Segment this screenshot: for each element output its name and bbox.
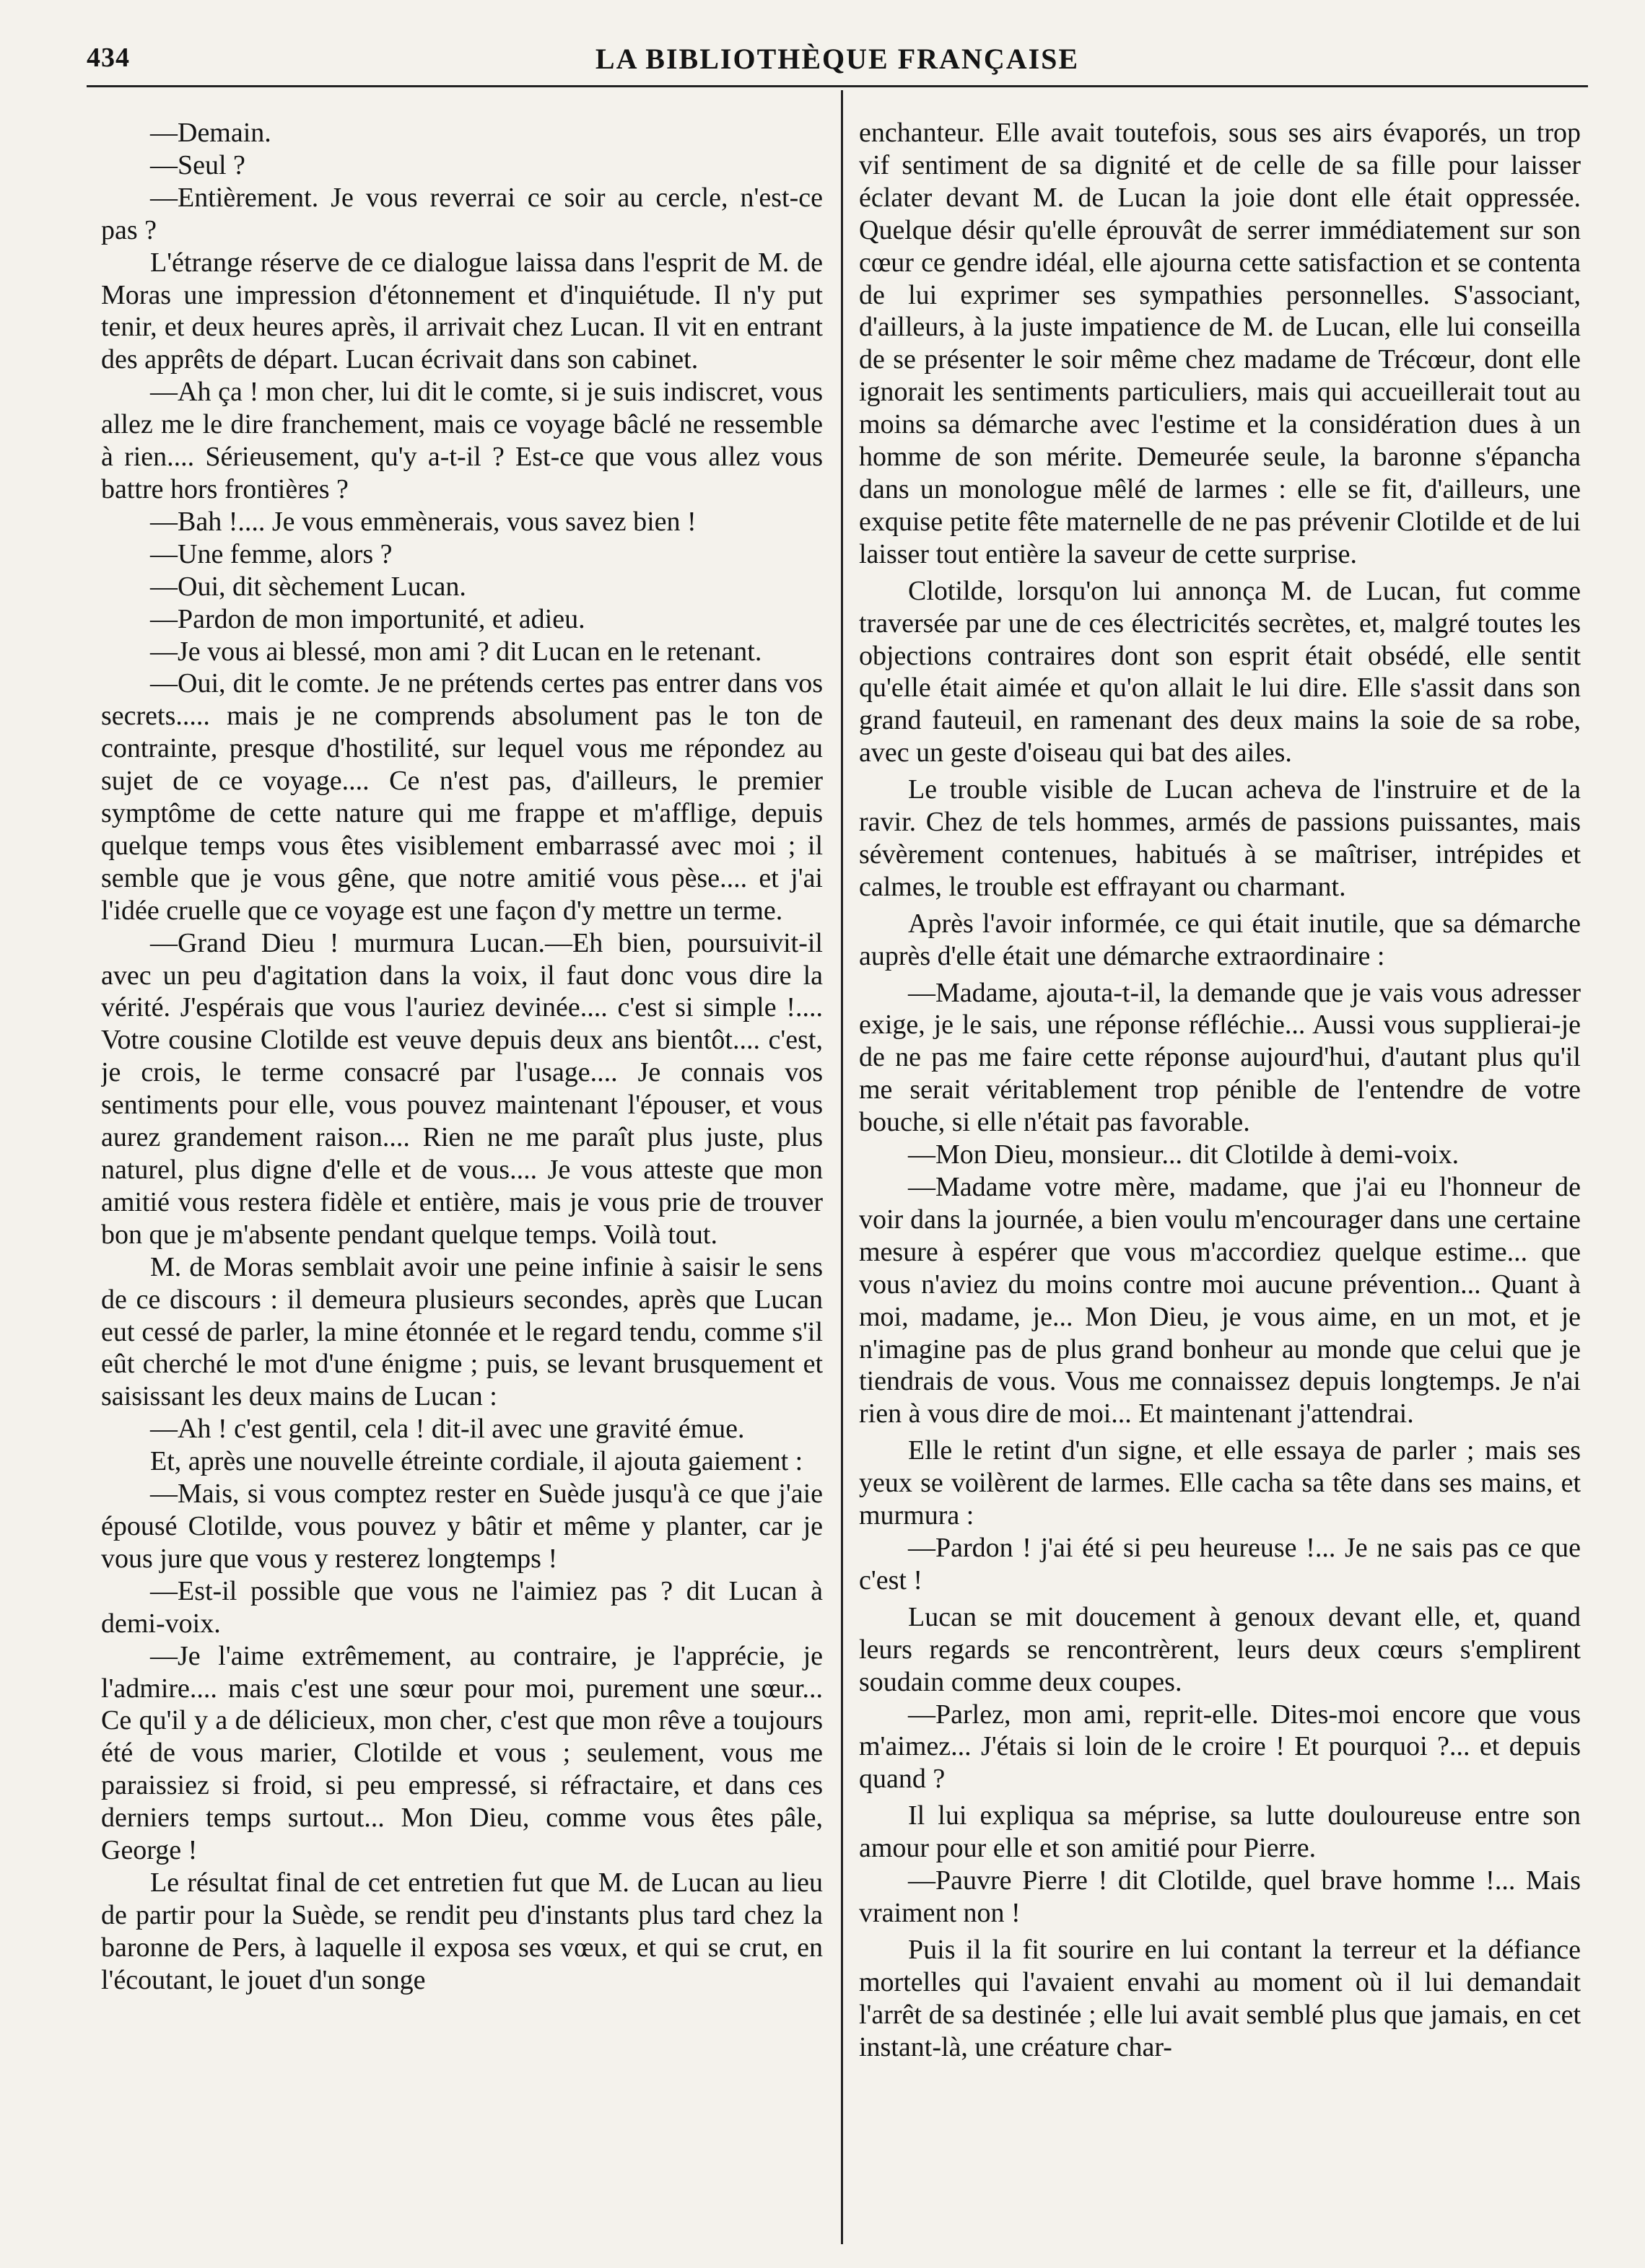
paragraph: —Est-il possible que vous ne l'aimiez pas ? dit Lucan à demi-voix.: [101, 1575, 823, 1639]
paragraph: Et, après une nouvelle étreinte cordiale, il ajouta gaiement :: [150, 1446, 803, 1477]
paragraph: —Seul ?: [150, 149, 245, 180]
paragraph: Le trouble visible de Lucan acheva de l'instruire et de la ravir. Chez de tels hommes, armés de passions puissantes, mais sévèrement contenues, habitués à se maîtriser, intrépides et calmes, le trouble est effrayant ou charmant.: [859, 774, 1581, 902]
paragraph: —Je vous ai blessé, mon ami ? dit Lucan en le retenant.: [150, 636, 762, 667]
paragraph: —Parlez, mon ami, reprit-elle. Dites-moi encore que vous m'aimez... J'étais si loin de le croire ! Et pourquoi ?... et depuis quand ?: [859, 1699, 1581, 1795]
paragraph: —Entièrement. Je vous reverrai ce soir au cercle, n'est-ce pas ?: [101, 182, 823, 245]
paragraph-continuation: enchanteur. Elle avait toutefois, sous ses airs évaporés, un trop vif sentiment de sa dignité et de celle de sa fille pour laisser éclater devant M. de Lucan la joie dont elle était oppressée. Quelque désir qu'elle éprouvât de serrer immédiatement sur son cœur ce gendre idéal, elle ajourna cette satisfaction et se contenta de lui exprimer ses sympathies personnelles. S'associant, d'ailleurs, à la juste impatience de M. de Lucan, elle lui conseilla de se présenter le soir même chez madame de Trécœur, dont elle ignorait les sentiments particuliers, mais qui accueillerait tout au moins sa démarche avec l'estime et la considération dues à un homme de son mérite. Demeurée seule, la baronne s'épancha dans un monologue mêlé de larmes : elle se fit, d'ailleurs, une exquise petite fête maternelle de ne pas prévenir Clotilde et de lui laisser tout entière la saveur de cette surprise.: [859, 118, 1581, 569]
right-column: [859, 117, 1581, 2231]
paragraph: —Madame, ajouta-t-il, la demande que je vais vous adresser exige, je le sais, une réponse réfléchie... Aussi vous supplierai-je de ne pas me faire cette réponse aujourd'hui, d'autant plus qu'il me serait véritablement trop pénible de l'entendre de votre bouche, si elle n'était pas favorable.: [859, 977, 1581, 1138]
header-rule: [87, 85, 1588, 87]
paragraph: Lucan se mit doucement à genoux devant elle, et, quand leurs regards se rencontrèrent, leurs deux cœurs s'emplirent soudain comme deux coupes.: [859, 1601, 1581, 1697]
paragraph: Le résultat final de cet entretien fut que M. de Lucan au lieu de partir pour la Suède, se rendit peu d'instants plus tard chez la baronne de Pers, à laquelle il exposa ses vœux, et qui se crut, en l'écoutant, le jouet d'un songe: [101, 1867, 823, 1995]
paragraph: Elle le retint d'un signe, et elle essaya de parler ; mais ses yeux se voilèrent de larmes. Elle cacha sa tête dans ses mains, et murmura :: [859, 1435, 1581, 1531]
paragraph: —Oui, dit sèchement Lucan.: [150, 571, 466, 602]
paragraph: —Ah ça ! mon cher, lui dit le comte, si je suis indiscret, vous allez me le dire franchement, mais ce voyage bâclé ne ressemble à rien.... Sérieusement, qu'y a-t-il ? Est-ce que vous allez vous battre hors frontières ?: [101, 377, 823, 504]
paragraph: Après l'avoir informée, ce qui était inutile, que sa démarche auprès d'elle était une démarche extraordinaire :: [859, 908, 1581, 971]
journal-title: LA BIBLIOTHÈQUE FRANÇAISE: [595, 43, 1080, 75]
paragraph: Puis il la fit sourire en lui contant la terreur et la défiance mortelles qui l'avaient envahi au moment où il lui demandait l'arrêt de sa destinée ; elle lui avait semblé plus que jamais, en cet instant-là, une créature char-: [859, 1934, 1581, 2062]
paragraph: Clotilde, lorsqu'on lui annonça M. de Lucan, fut comme traversée par une de ces électricités secrètes, et, malgré toutes les objections contraires dont son esprit était obsédé, elle sentit qu'elle était aimée et qu'on allait le lui dire. Elle s'assit dans son grand fauteuil, en ramenant des deux mains la soie de sa robe, avec un geste d'oiseau qui bat des ailes.: [859, 575, 1581, 769]
column-divider: [841, 90, 843, 2244]
paragraph: Il lui expliqua sa méprise, sa lutte douloureuse entre son amour pour elle et son amitié pour Pierre.: [859, 1800, 1581, 1864]
paragraph: —Pardon de mon importunité, et adieu.: [150, 603, 585, 634]
paragraph: M. de Moras semblait avoir une peine infinie à saisir le sens de ce discours : il demeura plusieurs secondes, après que Lucan eut cessé de parler, la mine étonnée et le regard tendu, comme s'il eût cherché le mot d'une énigme ; puis, se levant brusquement et saisissant les deux mains de Lucan :: [101, 1251, 823, 1412]
page-number: 434: [87, 43, 130, 73]
left-column: [101, 117, 823, 2231]
paragraph: —Ah ! c'est gentil, cela ! dit-il avec une gravité émue.: [150, 1414, 745, 1445]
page-header: [87, 42, 1588, 79]
paragraph: —Je l'aime extrêmement, au contraire, je l'apprécie, je l'admire.... mais c'est une sœur pour moi, purement une sœur... Ce qu'il y a de délicieux, mon cher, c'est que mon rêve a toujours été de vous marier, Clotilde et vous ; seulement, vous me paraissiez si froid, si peu empressé, si réfractaire, et dans ces derniers temps surtout... Mon Dieu, comme vous êtes pâle, George !: [101, 1640, 823, 1866]
paragraph: —Mais, si vous comptez rester en Suède jusqu'à ce que j'aie épousé Clotilde, vous pouvez y bâtir et même y planter, car je vous jure que vous y resterez longtemps !: [101, 1479, 823, 1574]
paragraph: —Une femme, alors ?: [150, 538, 393, 569]
paragraph: —Demain.: [150, 118, 271, 148]
paragraph: —Mon Dieu, monsieur... dit Clotilde à demi-voix.: [908, 1139, 1459, 1170]
paragraph: —Pardon ! j'ai été si peu heureuse !... Je ne sais pas ce que c'est !: [859, 1532, 1581, 1595]
paragraph: —Pauvre Pierre ! dit Clotilde, quel brave homme !... Mais vraiment non !: [859, 1865, 1581, 1928]
paragraph: L'étrange réserve de ce dialogue laissa dans l'esprit de M. de Moras une impression d'étonnement et d'inquiétude. Il n'y put tenir, et deux heures après, il arrivait chez Lucan. Il vit en entrant des apprêts de départ. Lucan écrivait dans son cabinet.: [101, 247, 823, 375]
paragraph: —Bah !.... Je vous emmènerais, vous savez bien !: [150, 506, 697, 537]
paragraph: —Madame votre mère, madame, que j'ai eu l'honneur de voir dans la journée, a bien voulu m'encourager dans une certaine mesure à espérer que vous m'accordiez quelque estime... que vous n'aviez du moins contre moi aucune prévention... Quant à moi, madame, je... Mon Dieu, je vous aime, en un mot, et je n'imagine pas de plus grand bonheur au monde que celui que je tiendrais de vous. Vous me connaissez depuis longtemps. Je n'ai rien à vous dire de moi... Et maintenant j'attendrai.: [859, 1172, 1581, 1429]
paragraph: —Oui, dit le comte. Je ne prétends certes pas entrer dans vos secrets..... mais je ne comprends absolument pas le ton de contrainte, presque d'hostilité, sur lequel vous me répondez au sujet de ce voyage.... Ce n'est pas, d'ailleurs, le premier symptôme de cette nature qui me frappe et m'afflige, depuis quelque temps vous êtes visiblement embarrassé avec moi ; il semble que je vous gêne, que notre amitié vous pèse.... et j'ai l'idée cruelle que ce voyage est une façon d'y mettre un terme.: [101, 668, 823, 926]
paragraph: —Grand Dieu ! murmura Lucan.—Eh bien, poursuivit-il avec un peu d'agitation dans la voix, il faut donc vous dire la vérité. J'espérais que vous l'auriez devinée.... c'est si simple !.... Votre cousine Clotilde est veuve depuis deux ans bientôt.... c'est, je crois, le terme consacré par l'usage.... Je connais vos sentiments pour elle, vous pouvez maintenant l'épouser, et vous aurez grandement raison.... Rien ne me paraît plus juste, plus naturel, plus digne d'elle et de vous.... Je vous atteste que mon amitié vous restera fidèle et entière, mais je vous prie de trouver bon que je m'absente pendant quelque temps. Voilà tout.: [101, 927, 823, 1250]
